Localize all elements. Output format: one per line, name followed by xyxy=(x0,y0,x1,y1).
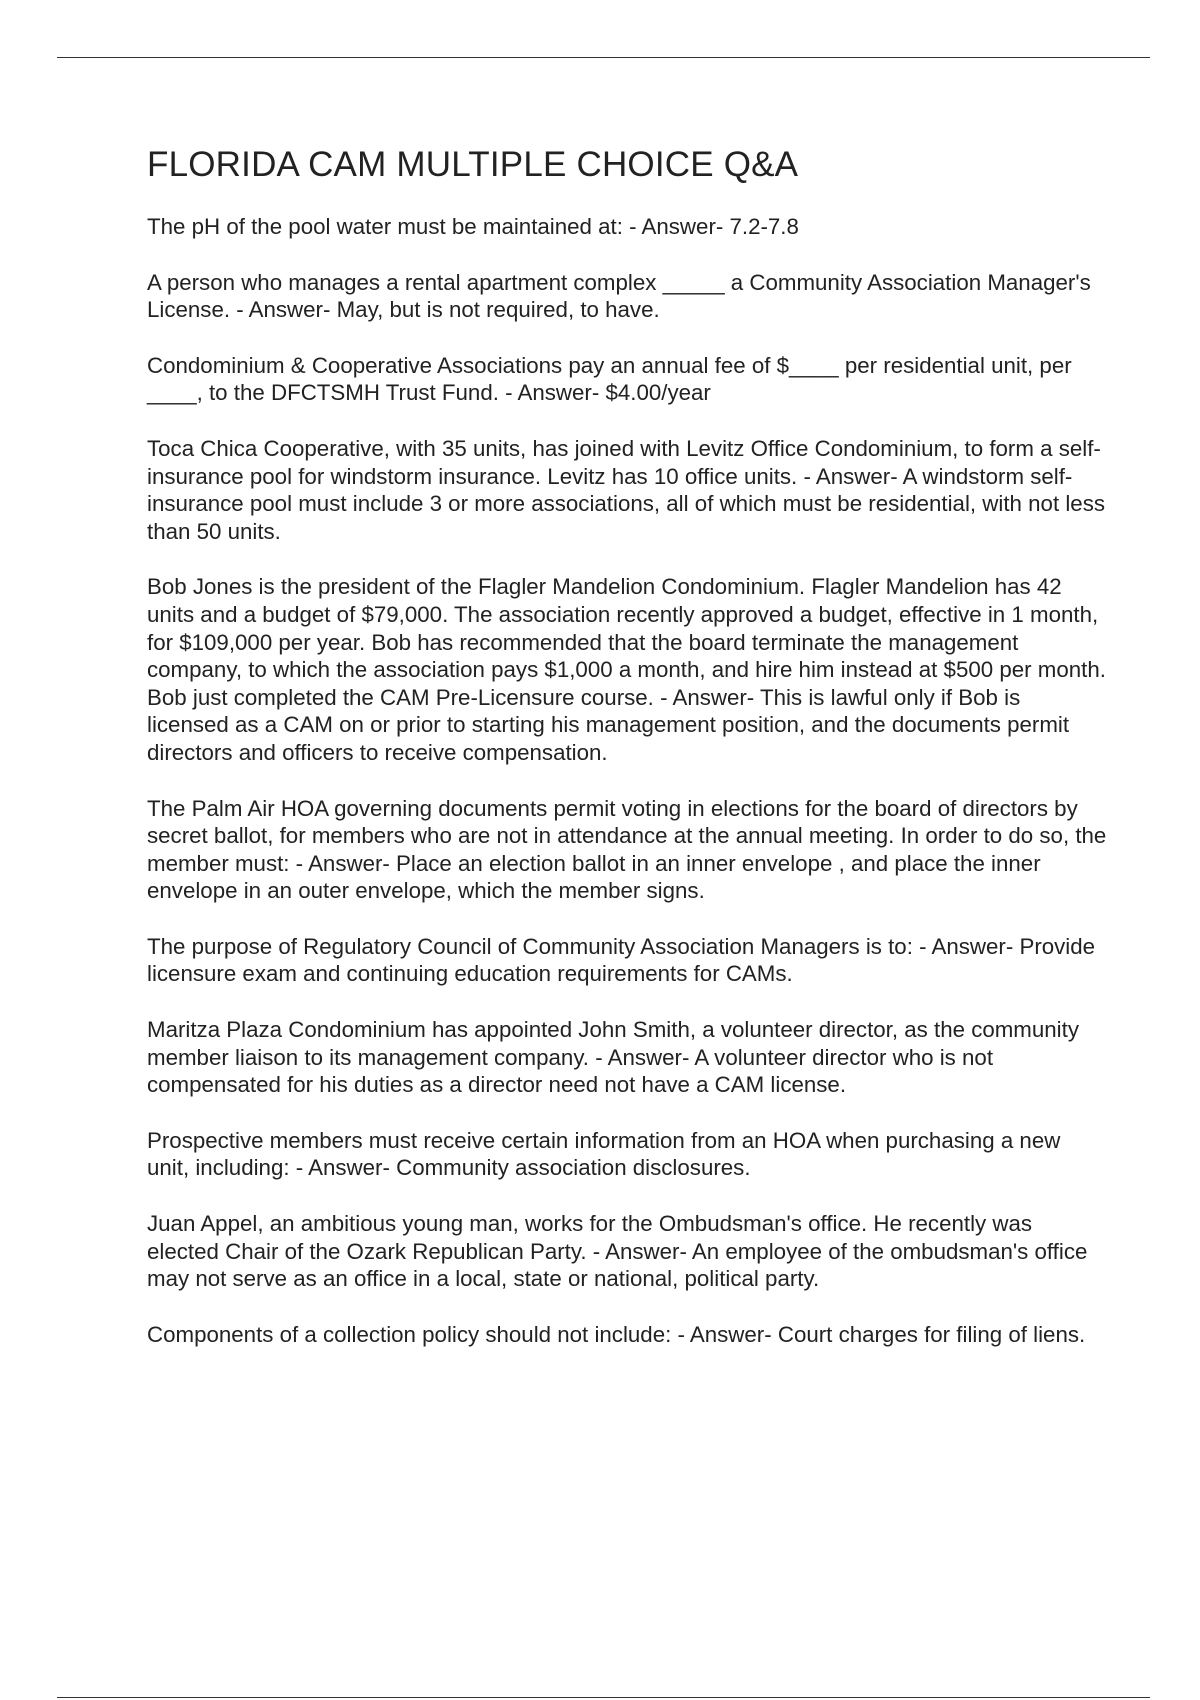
document-body xyxy=(147,145,1107,1376)
document-title: FLORIDA CAM MULTIPLE CHOICE Q&A xyxy=(147,145,799,184)
qa-item: The pH of the pool water must be maintained at: - Answer- 7.2-7.8 xyxy=(147,214,799,239)
qa-item: Bob Jones is the president of the Flagler Mandelion Condominium. Flagler Mandelion has 42 units and a budget of $79,000. The association recently approved a budget, effective in 1 month, for $109,000 per year. Bob has recommended that the board terminate the management company, to which the association pays $1,000 a month, and hire him instead at $500 per month. Bob just completed the CAM Pre-Licensure course. - Answer- This is lawful only if Bob is licensed as a CAM on or prior to starting his management position, and the documents permit directors and officers to receive compensation. xyxy=(147,574,1106,765)
qa-item: A person who manages a rental apartment complex _____ a Community Association Manager's License. - Answer- May, but is not required, to have. xyxy=(147,269,1091,323)
qa-item: Toca Chica Cooperative, with 35 units, has joined with Levitz Office Condominium, to form a self-insurance pool for windstorm insurance. Levitz has 10 office units. - Answer- A windstorm self-insurance pool must include 3 or more associations, all of which must be residential, with not less than 50 units. xyxy=(147,435,1105,544)
qa-item: Condominium & Cooperative Associations pay an annual fee of $____ per residential unit, per ____, to the DFCTSMH Trust Fund. - Answer- $4.00/year xyxy=(147,352,1072,406)
qa-item: Prospective members must receive certain information from an HOA when purchasing a new unit, including: - Answer- Community association disclosures. xyxy=(147,1127,1061,1181)
qa-item: Components of a collection policy should not include: - Answer- Court charges for filing of liens. xyxy=(147,1321,1086,1347)
header-rule xyxy=(57,57,1150,58)
qa-item: The Palm Air HOA governing documents permit voting in elections for the board of directors by secret ballot, for members who are not in attendance at the annual meeting. In order to do so, the member must: - Answer- Place an election ballot in an inner envelope , and place the inner envelope in an outer envelope, which the member signs. xyxy=(147,795,1107,904)
footer-rule xyxy=(57,1697,1150,1698)
qa-item: Maritza Plaza Condominium has appointed John Smith, a volunteer director, as the community member liaison to its management company. - Answer- A volunteer director who is not compensated for his duties as a director need not have a CAM license. xyxy=(147,1017,1079,1098)
qa-item: Juan Appel, an ambitious young man, works for the Ombudsman's office. He recently was elected Chair of the Ozark Republican Party. - Answer- An employee of the ombudsman's office may not serve as an office in a local, state or national, political party. xyxy=(147,1211,1088,1292)
qa-item: The purpose of Regulatory Council of Community Association Managers is to: - Answer- Provide licensure exam and continuing education requirements for CAMs. xyxy=(147,933,1096,987)
